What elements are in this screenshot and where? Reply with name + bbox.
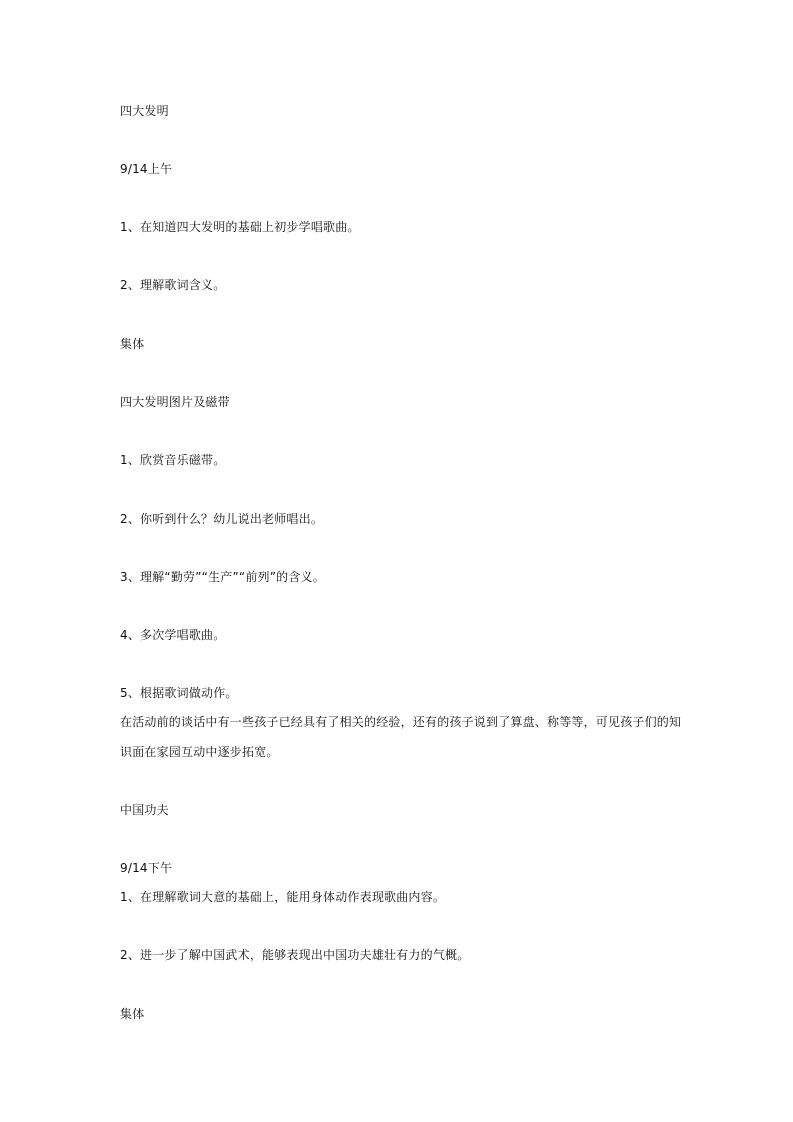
process-step-4: 4、多次学唱歌曲。 xyxy=(120,628,226,642)
process-step-3: 3、理解“勤劳”“生产”“前列”的含义。 xyxy=(120,570,325,584)
kungfu-objective-2: 2、进一步了解中国武术，能够表现出中国功夫雄壮有力的气概。 xyxy=(120,948,470,962)
reflection-line-2: 识面在家园互动中逐步拓宽。 xyxy=(120,745,279,759)
objective-1: 1、在知道四大发明的基础上初步学唱歌曲。 xyxy=(120,220,360,234)
kungfu-objective-1: 1、在理解歌词大意的基础上，能用身体动作表现歌曲内容。 xyxy=(120,890,446,904)
date-time-morning: 9/14上午 xyxy=(120,162,173,176)
kungfu-activity-form: 集体 xyxy=(120,1007,145,1021)
objective-2: 2、理解歌词含义。 xyxy=(120,278,226,292)
section-title-four-inventions: 四大发明 xyxy=(120,104,169,118)
section-title-chinese-kungfu: 中国功夫 xyxy=(120,803,169,817)
reflection-line-1: 在活动前的谈话中有一些孩子已经具有了相关的经验，还有的孩子说到了算盘、称等等，可见孩子们的知 xyxy=(120,715,682,729)
materials: 四大发明图片及磁带 xyxy=(120,395,230,409)
process-step-1: 1、欣赏音乐磁带。 xyxy=(120,453,226,467)
activity-form: 集体 xyxy=(120,337,145,351)
date-time-afternoon: 9/14下午 xyxy=(120,861,173,875)
process-step-2: 2、你听到什么？幼儿说出老师唱出。 xyxy=(120,512,324,526)
process-step-5: 5、根据歌词做动作。 xyxy=(120,686,238,700)
